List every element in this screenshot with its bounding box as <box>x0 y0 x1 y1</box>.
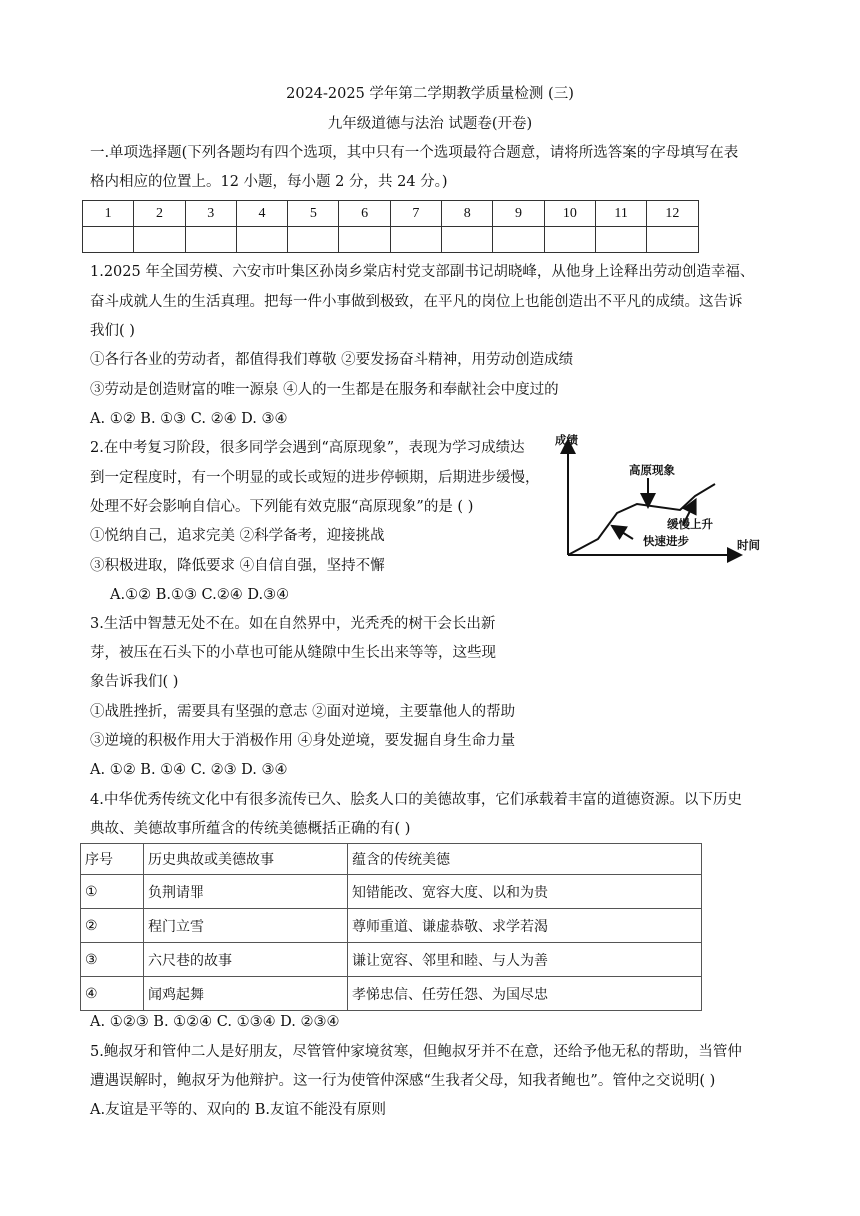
answer-blank[interactable] <box>134 227 185 253</box>
table-row <box>81 909 702 943</box>
answer-number: 10 <box>544 201 595 227</box>
answer-blank[interactable] <box>493 227 544 253</box>
section-heading-line-1: 一.单项选择题(下列各题均有四个选项，其中只有一个选项最符合题意，请将所选答案的字母填写在表 <box>90 145 739 161</box>
virtue-table-header <box>81 844 702 875</box>
answer-blank[interactable] <box>595 227 646 253</box>
answer-grid-numbers <box>83 201 699 227</box>
answer-number: 12 <box>647 201 698 227</box>
answer-blank[interactable] <box>339 227 390 253</box>
column-header-number: 序号 <box>81 844 144 875</box>
q3-stem-line-2: 芽，被压在石头下的小草也可能从缝隙中生长出来等等，这些现 <box>90 645 496 661</box>
answer-blank[interactable] <box>288 227 339 253</box>
exam-subtitle: 九年级道德与法治 试题卷(开卷) <box>327 116 533 132</box>
exam-title: 2024-2025 学年第二学期教学质量检测 (三) <box>286 86 574 102</box>
table-row <box>81 875 702 909</box>
q1-item-line-2: ③劳动是创造财富的唯一源泉 ④人的一生都是在服务和奉献社会中度过的 <box>90 382 559 398</box>
virtue-table <box>80 843 702 1011</box>
answer-grid-blanks <box>83 227 699 253</box>
row-story: 六尺巷的故事 <box>144 943 348 977</box>
row-virtue: 谦让宽容、邻里和睦、与人为善 <box>348 943 702 977</box>
row-story: 负荆请罪 <box>144 875 348 909</box>
q2-item-line-2: ③积极进取，降低要求 ④自信自强，坚持不懈 <box>90 558 385 574</box>
row-number: ④ <box>81 977 144 1011</box>
answer-blank[interactable] <box>544 227 595 253</box>
section-heading-line-2: 格内相应的位置上。12 小题，每小题 2 分，共 24 分。) <box>90 174 448 190</box>
q1-stem-line-1: 1.2025 年全国劳模、六安市叶集区孙岗乡棠店村党支部副书记胡晓峰，从他身上诠释出劳动创造幸福、 <box>90 264 755 280</box>
q4-options: A. ①②③ B. ①②④ C. ①③④ D. ②③④ <box>90 1014 340 1030</box>
q2-stem-line-3: 处理不好会影响自信心。下列能有效克服“高原现象”的是 ( ) <box>90 499 474 515</box>
answer-blank[interactable] <box>236 227 287 253</box>
column-header-virtue: 蕴含的传统美德 <box>348 844 702 875</box>
plateau-label: 高原现象 <box>629 463 675 477</box>
q2-stem-line-1: 2.在中考复习阶段，很多同学会遇到“高原现象”，表现为学习成绩达 <box>90 440 525 456</box>
q1-options: A. ①② B. ①③ C. ②④ D. ③④ <box>90 411 288 427</box>
q1-stem-line-2: 奋斗成就人生的生活真理。把每一件小事做到极致，在平凡的岗位上也能创造出不平凡的成绩。这告诉 <box>90 294 743 310</box>
table-row <box>81 977 702 1011</box>
q5-stem-line-1: 5.鲍叔牙和管仲二人是好朋友，尽管管仲家境贫寒，但鲍叔牙并不在意，还给予他无私的帮助，当管仲 <box>90 1044 742 1060</box>
x-axis-label: 时间 <box>737 538 760 552</box>
fast-progress-label: 快速进步 <box>643 534 689 548</box>
row-virtue: 知错能改、宽容大度、以和为贵 <box>348 875 702 909</box>
answer-number: 4 <box>236 201 287 227</box>
row-number: ① <box>81 875 144 909</box>
q3-stem-line-3: 象告诉我们( ) <box>90 674 179 690</box>
q1-item-line-1: ①各行各业的劳动者，都值得我们尊敬 ②要发扬奋斗精神，用劳动创造成绩 <box>90 352 574 368</box>
q3-options: A. ①② B. ①④ C. ②③ D. ③④ <box>90 762 288 778</box>
row-story: 程门立雪 <box>144 909 348 943</box>
column-header-story: 历史典故或美德故事 <box>144 844 348 875</box>
row-story: 闻鸡起舞 <box>144 977 348 1011</box>
answer-blank[interactable] <box>647 227 698 253</box>
q1-stem-line-3: 我们( ) <box>90 323 135 339</box>
answer-number: 6 <box>339 201 390 227</box>
row-number: ② <box>81 909 144 943</box>
q2-item-line-1: ①悦纳自己，追求完美 ②科学备考，迎接挑战 <box>90 528 385 544</box>
plateau-curve-figure <box>555 428 780 568</box>
answer-number: 8 <box>442 201 493 227</box>
q2-options: A.①② B.①③ C.②④ D.③④ <box>110 587 290 603</box>
answer-number: 1 <box>83 201 134 227</box>
answer-blank[interactable] <box>442 227 493 253</box>
row-number: ③ <box>81 943 144 977</box>
q3-item-line-2: ③逆境的积极作用大于消极作用 ④身处逆境，要发掘自身生命力量 <box>90 733 516 749</box>
row-virtue: 孝悌忠信、任劳任怨、为国尽忠 <box>348 977 702 1011</box>
answer-number: 9 <box>493 201 544 227</box>
answer-blank[interactable] <box>390 227 441 253</box>
answer-blank[interactable] <box>83 227 134 253</box>
answer-number: 11 <box>595 201 646 227</box>
slow-rise-label: 缓慢上升 <box>667 517 713 531</box>
q4-stem-line-2: 典故、美德故事所蕴含的传统美德概括正确的有( ) <box>90 821 411 837</box>
answer-number: 3 <box>185 201 236 227</box>
q5-options: A.友谊是平等的、双向的 B.友谊不能没有原则 <box>90 1102 386 1118</box>
answer-number: 7 <box>390 201 441 227</box>
answer-blank[interactable] <box>185 227 236 253</box>
y-axis-label: 成绩 <box>555 433 578 447</box>
q2-stem-line-2: 到一定程度时，有一个明显的或长或短的进步停顿期，后期进步缓慢， <box>90 470 540 486</box>
answer-number: 5 <box>288 201 339 227</box>
q5-stem-line-2: 遭遇误解时，鲍叔牙为他辩护。这一行为使管仲深感“生我者父母，知我者鲍也”。管仲之交说明( ) <box>90 1073 716 1089</box>
row-virtue: 尊师重道、谦虚恭敬、求学若渴 <box>348 909 702 943</box>
q3-stem-line-1: 3.生活中智慧无处不在。如在自然界中，光秃秃的树干会长出新 <box>90 616 496 632</box>
fast-progress-arrow <box>617 529 633 539</box>
answer-grid <box>82 200 699 253</box>
q4-stem-line-1: 4.中华优秀传统文化中有很多流传已久、脍炙人口的美德故事，它们承载着丰富的道德资源。以下历史 <box>90 792 742 808</box>
answer-number: 2 <box>134 201 185 227</box>
table-row <box>81 943 702 977</box>
q3-item-line-1: ①战胜挫折，需要具有坚强的意志 ②面对逆境，主要靠他人的帮助 <box>90 704 516 720</box>
